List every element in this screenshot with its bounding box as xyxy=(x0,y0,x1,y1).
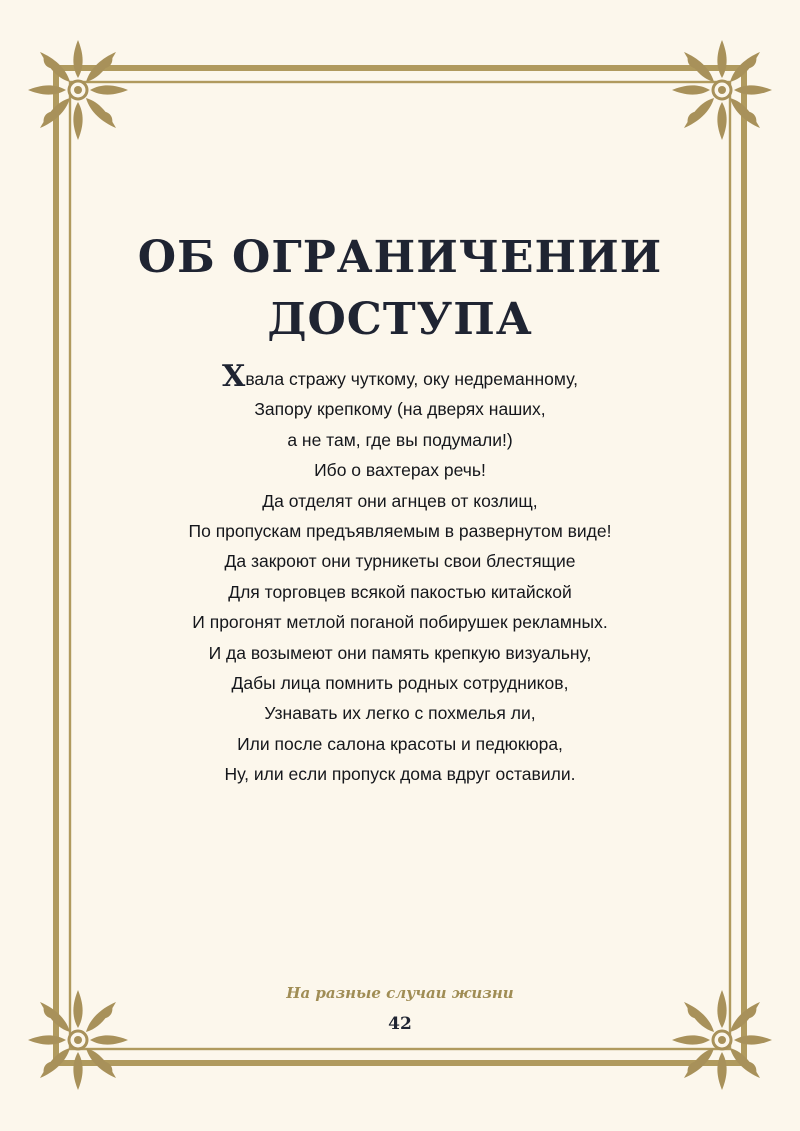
poem-line: Ибо о вахтерах речь! xyxy=(314,460,486,481)
poem-line: Для торговцев всякой пакостью китайской xyxy=(228,581,572,602)
poem-line: Да закроют они турникеты свои блестящие xyxy=(224,551,576,572)
poem-line: По пропускам предъявляемым в развернутом виде! xyxy=(188,520,612,541)
poem-line: Дабы лица помнить родных сотрудников, xyxy=(231,672,569,693)
poem-line: Узнавать их легко с похмелья ли, xyxy=(264,703,536,724)
poem-line-1 xyxy=(120,359,680,394)
poem-text xyxy=(120,359,680,789)
poem-line: Запору крепкому (на дверях наших, xyxy=(254,399,546,420)
corner-ornament-top-right-icon xyxy=(670,38,774,142)
poem-line: Да отделят они агнцев от козлищ, xyxy=(262,490,538,511)
page-title-line-1: ОБ ОГРАНИЧЕНИИ xyxy=(137,232,663,283)
poem-line: И прогонят метлой поганой побирушек рекламных. xyxy=(192,612,608,633)
drop-cap: Х xyxy=(222,359,246,394)
corner-ornament-bottom-left-icon xyxy=(26,988,130,1092)
running-footer-title: На разные случаи жизни xyxy=(286,984,514,1002)
poem-line-1-rest: вала стражу чуткому, оку недреманному, xyxy=(245,369,578,389)
poem-line: Или после салона красоты и педюкюра, xyxy=(237,733,563,754)
corner-ornament-top-left-icon xyxy=(26,38,130,142)
poem-line: И да возымеют они память крепкую визуальну, xyxy=(208,642,592,663)
poem-line: Ну, или если пропуск дома вдруг оставили. xyxy=(224,764,576,785)
corner-ornament-bottom-right-icon xyxy=(670,988,774,1092)
page-title-line-2: ДОСТУПА xyxy=(267,294,533,345)
poem-line: а не там, где вы подумали!) xyxy=(287,429,513,450)
page-number: 42 xyxy=(388,1014,412,1034)
